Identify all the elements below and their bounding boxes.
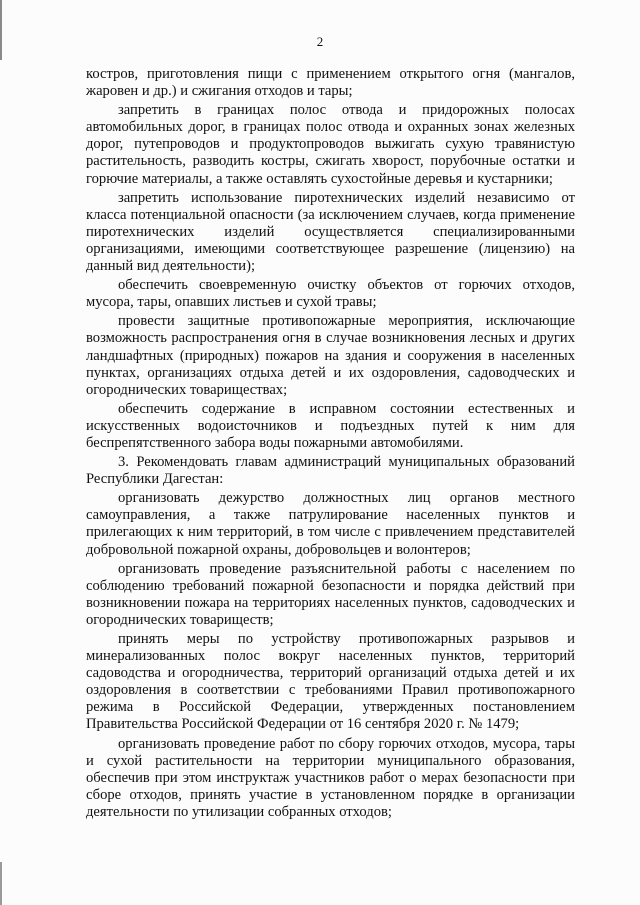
scan-edge-mark (0, 0, 2, 60)
paragraph: организовать дежурство должностных лиц органов местного самоуправления, а также патрулирование населенных пунктов и прилегающих к ним территорий, в том числе с привлечением представителей добровольной пожарной охраны, добровольцев и волонтеров; (86, 490, 575, 558)
paragraph: организовать проведение работ по сбору горючих отходов, мусора, тары и сухой растительности на территории муниципального образования, обеспечив при этом инструктаж участников работ о мерах безопасности при сборе отходов, принять участие в установленном порядке в организации деятельности по утилизации собранных отходов; (86, 735, 575, 820)
paragraph: организовать проведение разъяснительной работы с населением по соблюдению требований пожарной безопасности и порядка действий при возникновении пожара на территориях населенных пунктов, садоводческих и огороднических товариществ; (86, 560, 575, 628)
paragraph: запретить использование пиротехнических изделий независимо от класса потенциальной опасности (за исключением случаев, когда применение пиротехнических изделий осуществляется специализированными организациями, имеющими соответствующее разрешение (лицензию) на данный вид деятельности); (86, 189, 575, 275)
paragraph: провести защитные противопожарные мероприятия, исключающие возможность распространения огня в случае возникновения лесных и других ландшафтных (природных) пожаров на здания и сооружения в населенных пунктах, организациях отдыха детей и их оздоровления, садоводческих и огороднических товариществах; (86, 313, 575, 398)
paragraph: принять меры по устройству противопожарных разрывов и минерализованных полос вокруг населенных пунктов, территорий садоводства и огородничества, территорий организаций отдыха детей и их оздоровления в соответствии с требованиями Правил противопожарного режима в Российской Федерации, утвержденных постановлением Правительства Российской Федерации от 16 сентября 2020 г. № 1479; (86, 631, 575, 733)
section-heading: 3. Рекомендовать главам администраций муниципальных образований Республики Дагестан: (86, 454, 575, 488)
scan-edge-mark (0, 862, 2, 905)
page-number: 2 (316, 34, 324, 49)
document-body (86, 66, 575, 823)
paragraph: обеспечить содержание в исправном состоянии естественных и искусственных водоисточников и подъездных путей к ним для беспрепятственного забора воды пожарными автомобилями. (86, 400, 575, 451)
paragraph: запретить в границах полос отвода и придорожных полосах автомобильных дорог, в границах полос отвода и охранных зонах железных дорог, путепроводов и продуктопроводов выжигать сухую травянистую растительность, разводить костры, сжигать хворост, порубочные остатки и горючие материалы, а также оставлять сухостойные деревья и кустарники; (86, 102, 575, 187)
paragraph: обеспечить своевременную очистку объектов от горючих отходов, мусора, тары, опавших листьев и сухой травы; (86, 277, 575, 311)
paragraph: костров, приготовления пищи с применением открытого огня (мангалов, жаровен и др.) и сжигания отходов и тары; (86, 66, 575, 100)
